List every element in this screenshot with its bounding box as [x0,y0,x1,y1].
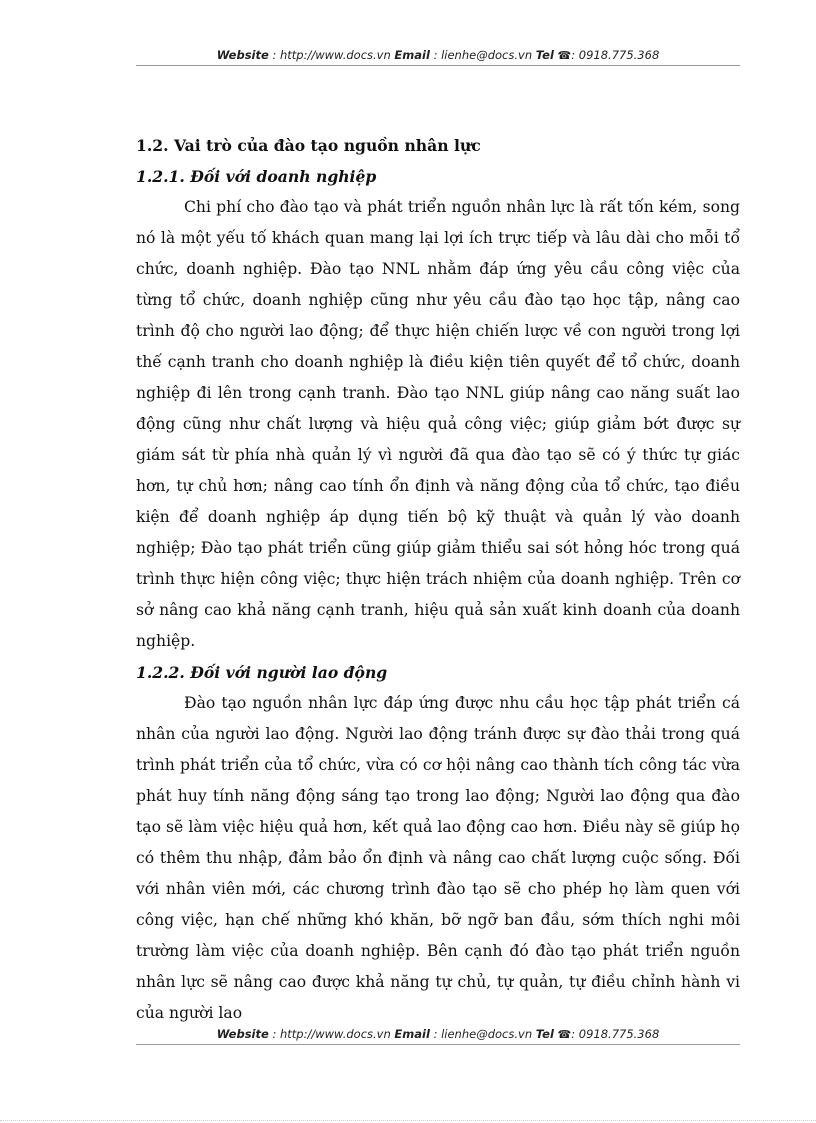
subsection-title-enterprise: 1.2.1. Đối với doanh nghiệp [136,167,377,186]
phone-icon: ☎ [557,49,572,62]
email-label: Email [394,48,430,62]
footer-website-link[interactable]: : http://www.docs.vn [272,1027,391,1041]
footer-email-link[interactable]: : lienhe@docs.vn [433,1027,533,1041]
tel-label: Tel [535,48,554,62]
website-label: Website [216,48,269,62]
paragraph-worker: Đào tạo nguồn nhân lực đáp ứng được nhu cầu học tập phát triển cá nhân của người lao động. Người lao động tránh được sự đào thải trong quá trình phát triển của tổ chức, vừa có cơ hội nâng cao thành tích công tác vừa phát huy tính năng động sáng tạo trong lao động; Người lao động qua đào tạo sẽ làm việc hiệu quả hơn, kết quả lao động cao hơn. Điều này sẽ giúp họ có thêm thu nhập, đảm bảo ổn định và nâng cao chất lượng cuộc sống. Đối với nhân viên mới, các chương trình đào tạo sẽ cho phép họ làm quen với công việc, hạn chế những khó khăn, bỡ ngỡ ban đầu, sớm thích nghi môi trường làm việc của doanh nghiệp. Bên cạnh đó đào tạo phát triển nguồn nhân lực sẽ nâng cao được khả năng tự chủ, tự quản, tự điều chỉnh hành vi của người lao [136,694,740,1022]
page-footer [136,1027,740,1045]
footer-phone-icon: ☎ [557,1028,572,1041]
page-edge-divider [0,1120,816,1121]
footer-website-label: Website [216,1027,269,1041]
section-title: 1.2. Vai trò của đào tạo nguồn nhân lực [136,136,481,155]
website-link[interactable]: : http://www.docs.vn [272,48,391,62]
tel-value: : 0918.775.368 [571,48,660,62]
subsection-title-worker: 1.2.2. Đối với người lao động [136,663,388,682]
paragraph-enterprise: Chi phí cho đào tạo và phát triển nguồn nhân lực là rất tốn kém, song nó là một yếu tố khách quan mang lại lợi ích trực tiếp và lâu dài cho mỗi tổ chức, doanh nghiệp. Đào tạo NNL nhằm đáp ứng yêu cầu công việc của từng tổ chức, doanh nghiệp cũng như yêu cầu đào tạo học tập, nâng cao trình độ cho người lao động; để thực hiện chiến lược về con người trong lợi thế cạnh tranh cho doanh nghiệp là điều kiện tiên quyết để tổ chức, doanh nghiệp đi lên trong cạnh tranh. Đào tạo NNL giúp nâng cao năng suất lao động cũng như chất lượng và hiệu quả công việc; giúp giảm bớt được sự giám sát từ phía nhà quản lý vì người đã qua đào tạo sẽ có ý thức tự giác hơn, tự chủ hơn; nâng cao tính ổn định và năng động của tổ chức, tạo điều kiện để doanh nghiệp áp dụng tiến bộ kỹ thuật và quản lý vào doanh nghiệp; Đào tạo phát triển cũng giúp giảm thiểu sai sót hỏng hóc trong quá trình thực hiện công việc; thực hiện trách nhiệm của doanh nghiệp. Trên cơ sở nâng cao khả năng cạnh tranh, hiệu quả sản xuất kinh doanh của doanh nghiệp. [136,198,740,650]
footer-tel-value: : 0918.775.368 [571,1027,660,1041]
page-header [136,48,740,66]
document-body [136,130,740,1029]
email-link[interactable]: : lienhe@docs.vn [433,48,533,62]
footer-email-label: Email [394,1027,430,1041]
footer-tel-label: Tel [535,1027,554,1041]
